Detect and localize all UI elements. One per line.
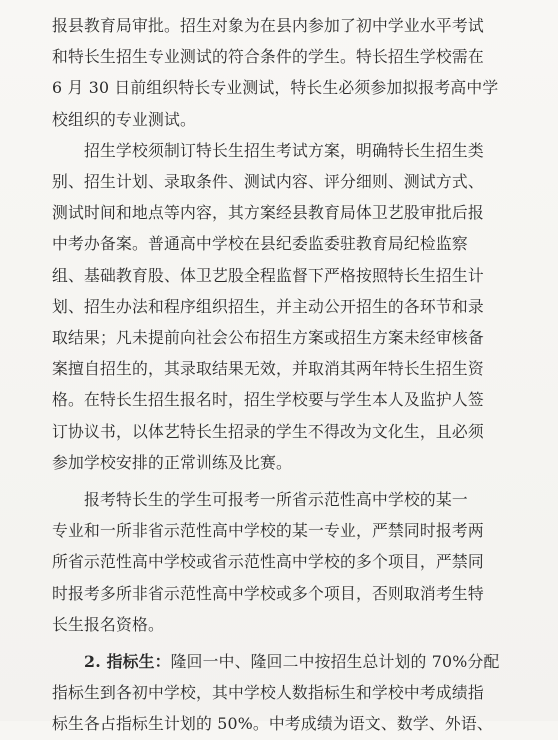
text-line: 格。在特长生招生报名时，招生学校要与学生本人及监护人签 — [52, 390, 484, 410]
text-line: 划、招生办法和程序组织招生，并主动公开招生的各环节和录 — [52, 296, 484, 316]
paragraph-4 — [52, 646, 528, 740]
text-line: 订协议书，以体艺特长生招录的学生不得改为文化生，且必须 — [52, 421, 484, 441]
text-line: 招生学校须制订特长生招生考试方案，明确特长生招生类 — [84, 140, 484, 160]
section-heading: 2. 指标生： — [84, 652, 171, 672]
text-line: 取结果；凡未提前向社会公布招生方案或招生方案未经审核备 — [52, 328, 484, 348]
text-line: 别、招生计划、录取条件、测试内容、评分细则、测试方式、 — [52, 172, 484, 192]
text-line: 时报考多所非省示范性高中学校或多个项目，否则取消考生特 — [52, 583, 484, 603]
text-line: 案擅自招生的，其录取结果无效，并取消其两年特长生招生资 — [52, 359, 484, 379]
text-line: 校组织的专业测试。 — [52, 109, 196, 129]
text-line: 报县教育局审批。招生对象为在县内参加了初中学业水平考试 — [52, 16, 484, 35]
text-line: 所省示范性高中学校或省示范性高中学校的多个项目，严禁同 — [52, 552, 484, 572]
text-line: 参加学校安排的正常训练及比赛。 — [52, 452, 292, 472]
text-line: 组、基础教育股、体卫艺股全程监督下严格按照特长生招生计 — [52, 265, 484, 285]
text-line: 6 月 30 日前组织特长专业测试，特长生必须参加拟报考高中学 — [52, 78, 499, 98]
text-line: 和特长生招生专业测试的符合条件的学生。特长招生学校需在 — [52, 47, 484, 67]
text-line: 专业和一所非省示范性高中学校的某一专业，严禁同时报考两 — [52, 521, 484, 541]
text-line: 测试时间和地点等内容，其方案经县教育局体卫艺股审批后报 — [52, 203, 484, 223]
text-line: 长生报名资格。 — [52, 614, 164, 634]
paragraph-2 — [52, 135, 528, 478]
text-line: 报考特长生的学生可报考一所省示范性高中学校的某一 — [84, 490, 468, 510]
text-line: 隆回一中、隆回二中按招生总计划的 70%分配 — [170, 652, 500, 672]
text-line — [52, 646, 528, 677]
text-line: 中考办备案。普通高中学校在县纪委监委驻教育局纪检监察 — [52, 234, 468, 254]
text-line: 指标生到各初中学校，其中学校人数指标生和学校中考成绩指 — [52, 683, 484, 703]
paragraph-3 — [52, 484, 528, 640]
text-line: 标生各占指标生计划的 50%。中考成绩为语文、数学、外语、 — [52, 714, 493, 734]
paragraph-1 — [52, 10, 528, 135]
